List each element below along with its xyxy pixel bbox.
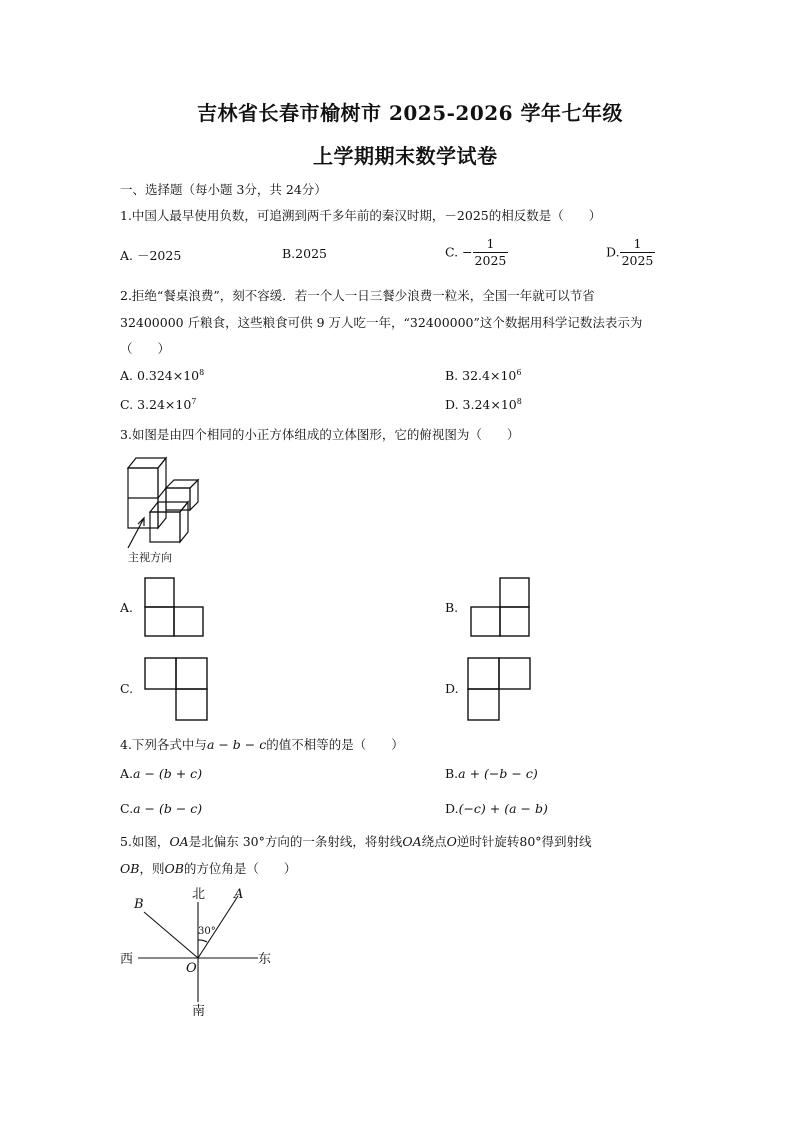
q1-option-a: A. －2025 (120, 248, 182, 263)
q4-option-d-expression: (−c) + (a − b) (458, 801, 548, 816)
q1-option-d-prefix: D. (606, 244, 620, 260)
q2-line3: （ ） (120, 341, 171, 356)
q3-option-a-label: A. (120, 600, 134, 615)
q4-option-c-label: C. (120, 801, 134, 816)
q3-option-b-figure (470, 577, 532, 637)
q5-compass-figure (110, 880, 280, 1020)
section-heading: 一、选择题（每小题 3分，共 24分） (120, 182, 327, 197)
q5-ray-oa-2: OA (402, 834, 422, 849)
q2-option-b-exponent: 6 (516, 368, 522, 377)
q5-label-north: 北 (192, 887, 206, 902)
q3-figure-label: 主视方向 (128, 551, 172, 564)
q5-ray-ob: OB (120, 861, 140, 876)
q4-option-d-label: D. (445, 801, 459, 816)
q5-point-o: O (446, 834, 457, 849)
q5-label-a: A (234, 887, 244, 902)
q4-stem-suffix: 的值不相等的是（ ） (266, 737, 404, 752)
q5-ray-ob-2: OB (164, 861, 184, 876)
q5-label-angle: 30° (198, 926, 216, 937)
q3-stem: 3.如图是由四个相同的小正方体组成的立体图形，它的俯视图为（ ） (120, 427, 520, 442)
q5-label-east: 东 (258, 952, 272, 967)
q4-stem-prefix: 4.下列各式中与 (120, 737, 207, 752)
q5-line1-part3: 绕点 (421, 834, 447, 849)
q1-option-c (445, 236, 508, 268)
q3-option-c-figure (144, 657, 208, 721)
q3-option-d-figure (467, 657, 531, 721)
q4-option-c-expression: a − (b − c) (133, 801, 203, 816)
q5-angle-arc (198, 940, 207, 942)
q5-line1 (120, 832, 592, 850)
q3-option-a-figure (144, 577, 206, 637)
exam-title-line1: 吉林省长春市榆树市 2025-2026 学年七年级 (197, 101, 624, 125)
q2-option-b (445, 368, 521, 383)
q5-line1-part2: 是北偏东 30°方向的一条射线，将射线 (188, 834, 403, 849)
q4-option-b (445, 766, 538, 781)
q2-option-a (120, 368, 204, 383)
q2-option-c-base: C. 3.24×10 (120, 397, 192, 413)
q4-option-a-expression: a − (b + c) (133, 766, 203, 781)
q2-line2: 32400000 斤粮食，这些粮食可供 9 万人吃一年，“32400000”这个数据用科学记数法表示为 (120, 315, 643, 330)
q2-option-d-exponent: 8 (516, 397, 522, 406)
q1-option-d-denominator: 2025 (621, 252, 654, 268)
q1-option-c-numerator: 1 (473, 236, 509, 253)
q1-option-c-fraction (473, 236, 509, 268)
q2-option-a-base: A. 0.324×10 (120, 368, 200, 384)
q5-label-south: 南 (192, 1004, 206, 1019)
q4-option-b-label: B. (445, 766, 459, 781)
q1-option-d (606, 236, 655, 268)
q5-ray-ob-line (144, 912, 198, 958)
q4-stem-expression: a − b − c (206, 737, 267, 752)
q1-option-b: B.2025 (282, 246, 327, 261)
q1-option-c-denominator: 2025 (474, 252, 507, 268)
q3-option-d-label: D. (445, 681, 459, 696)
q4-option-c (120, 801, 202, 816)
exam-title-line2: 上学期期末数学试卷 (313, 144, 498, 168)
q5-label-b: B (134, 897, 144, 912)
q2-option-c (120, 397, 196, 412)
q2-option-b-base: B. 32.4×10 (445, 368, 517, 384)
q5-line2-part2: 的方位角是（ ） (183, 861, 297, 876)
q4-option-a (120, 766, 202, 781)
q4-option-b-expression: a + (−b − c) (458, 766, 538, 781)
q2-line1: 2.拒绝“餐桌浪费”，刻不容缓．若一个人一日三餐少浪费一粒米，全国一年就可以节省 (120, 288, 595, 303)
q1-option-d-fraction (620, 236, 656, 268)
q5-line2 (120, 859, 296, 877)
q2-option-d (445, 397, 522, 412)
q3-option-c-label: C. (120, 681, 134, 696)
q5-line1-part1: 5.如图， (120, 834, 170, 849)
q1-option-c-prefix: C. − (445, 244, 473, 260)
q1-stem: 1.中国人最早使用负数，可追溯到两千多年前的秦汉时期，－2025的相反数是（ ） (120, 208, 602, 223)
q2-option-d-base: D. 3.24×10 (445, 397, 517, 413)
q5-label-west: 西 (120, 952, 134, 967)
q5-line1-part4: 逆时针旋转80°得到射线 (456, 834, 592, 849)
q2-option-a-exponent: 8 (199, 368, 205, 377)
q5-line2-part1: ，则 (139, 861, 165, 876)
q4-stem (120, 735, 404, 753)
q4-option-a-label: A. (120, 766, 134, 781)
q5-label-o: O (186, 961, 197, 976)
q1-option-d-numerator: 1 (620, 236, 656, 253)
q5-ray-oa: OA (169, 834, 189, 849)
q3-option-b-label: B. (445, 600, 459, 615)
q2-option-c-exponent: 7 (191, 397, 197, 406)
q4-option-d (445, 801, 548, 816)
